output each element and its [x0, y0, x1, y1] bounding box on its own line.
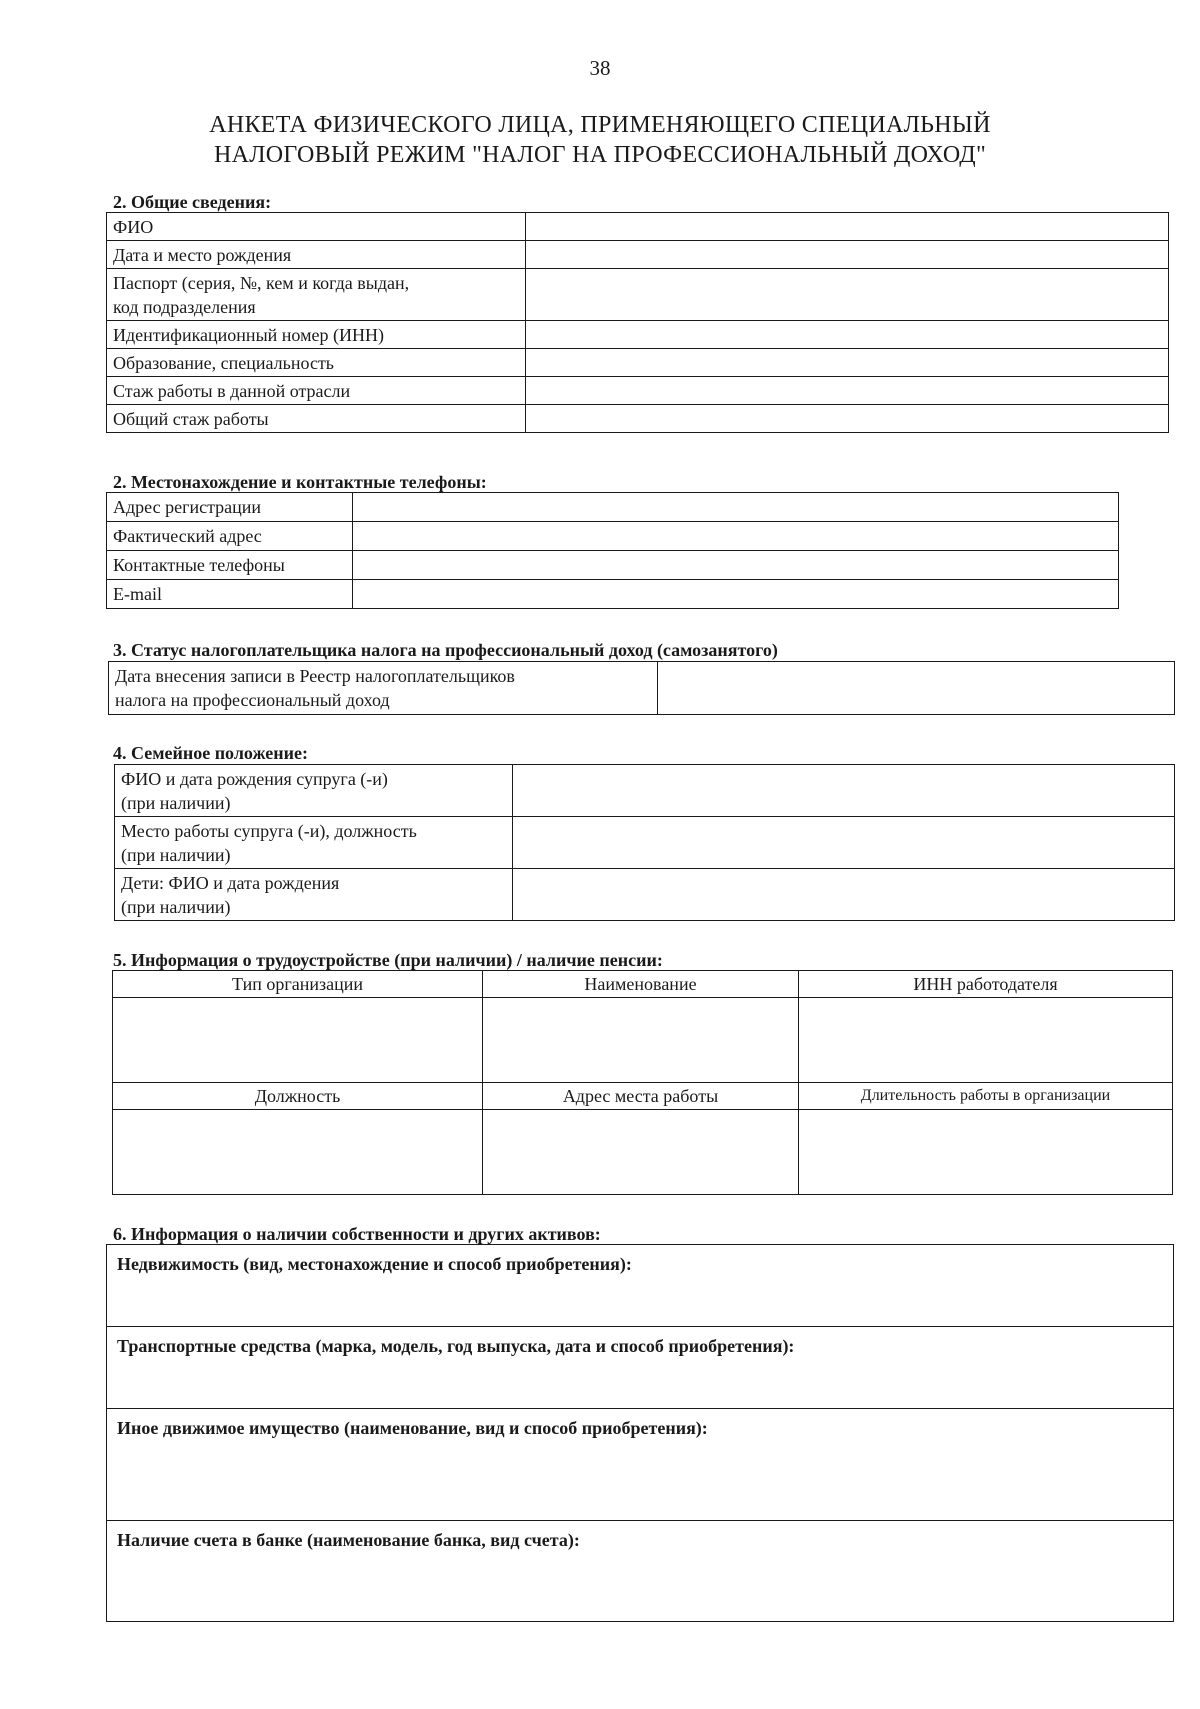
work-address-field[interactable] — [483, 1110, 799, 1195]
table-row — [115, 765, 1175, 817]
email-field[interactable] — [353, 580, 1119, 609]
field-label: ФИО — [107, 213, 526, 241]
field-label: Стаж работы в данной отрасли — [107, 377, 526, 405]
real-estate-field[interactable]: Недвижимость (вид, местонахождение и способ приобретения): — [107, 1245, 1174, 1327]
table-row — [107, 213, 1169, 241]
form-title-line-1: АНКЕТА ФИЗИЧЕСКОГО ЛИЦА, ПРИМЕНЯЮЩЕГО СПЕЦИАЛЬНЫЙ — [209, 112, 991, 138]
field-label — [107, 269, 526, 321]
table-header-row — [113, 971, 1173, 998]
field-label: Контактные телефоны — [107, 551, 353, 580]
bank-accounts-field[interactable]: Наличие счета в банке (наименование банка, вид счета): — [107, 1521, 1174, 1622]
field-label-line-1: Дата внесения записи в Реестр налогоплательщиков — [115, 666, 515, 686]
passport-field[interactable] — [526, 269, 1169, 321]
table-row — [107, 1327, 1174, 1409]
assets-section-heading: 6. Информация о наличии собственности и других активов: — [113, 1224, 601, 1244]
field-label: Дата и место рождения — [107, 241, 526, 269]
column-header: Наименование — [483, 971, 799, 998]
birth-date-place-field[interactable] — [526, 241, 1169, 269]
position-field[interactable] — [113, 1110, 483, 1195]
field-label: E-mail — [107, 580, 353, 609]
field-label: Фактический адрес — [107, 522, 353, 551]
column-header: Адрес места работы — [483, 1083, 799, 1110]
table-row — [115, 817, 1175, 869]
table-row — [109, 662, 1175, 715]
table-row — [107, 551, 1119, 580]
table-row — [107, 241, 1169, 269]
column-header: ИНН работодателя — [799, 971, 1173, 998]
field-label-line-2: налога на профессиональный доход — [115, 690, 390, 710]
table-row — [107, 321, 1169, 349]
location-section-heading: 2. Местонахождение и контактные телефоны: — [113, 472, 487, 492]
vehicles-field[interactable]: Транспортные средства (марка, модель, год выпуска, дата и способ приобретения): — [107, 1327, 1174, 1409]
spouse-work-field[interactable] — [513, 817, 1175, 869]
page-number: 38 — [589, 56, 611, 80]
table-header-row — [113, 1083, 1173, 1110]
column-header: Длительность работы в организации — [799, 1083, 1173, 1110]
total-experience-field[interactable] — [526, 405, 1169, 433]
status-section-heading: 3. Статус налогоплательщика налога на профессиональный доход (самозанятого) — [113, 640, 778, 660]
field-label-line-1: Паспорт (серия, №, кем и когда выдан, — [113, 272, 410, 293]
registration-address-field[interactable] — [353, 493, 1119, 522]
phones-field[interactable] — [353, 551, 1119, 580]
field-label: Образование, специальность — [107, 349, 526, 377]
education-field[interactable] — [526, 349, 1169, 377]
column-header: Должность — [113, 1083, 483, 1110]
field-label-line-2: код подразделения — [113, 296, 256, 317]
employer-inn-field[interactable] — [799, 998, 1173, 1083]
assets-table — [106, 1244, 1174, 1622]
table-row — [107, 1245, 1174, 1327]
general-info-table — [106, 212, 1169, 433]
registry-date-field[interactable] — [658, 662, 1175, 715]
field-label — [109, 662, 658, 715]
table-row — [107, 522, 1119, 551]
actual-address-field[interactable] — [353, 522, 1119, 551]
table-row — [113, 1110, 1173, 1195]
industry-experience-field[interactable] — [526, 377, 1169, 405]
inn-field[interactable] — [526, 321, 1169, 349]
general-section-heading: 2. Общие сведения: — [113, 192, 272, 212]
fio-field[interactable] — [526, 213, 1169, 241]
table-row — [107, 405, 1169, 433]
org-name-field[interactable] — [483, 998, 799, 1083]
children-field[interactable] — [513, 869, 1175, 921]
table-row — [107, 580, 1119, 609]
field-label-line-1: ФИО и дата рождения супруга (-и) — [121, 768, 388, 789]
table-row — [107, 269, 1169, 321]
field-label — [115, 869, 513, 921]
table-row — [115, 869, 1175, 921]
field-label — [115, 765, 513, 817]
status-table — [108, 661, 1175, 715]
table-row — [107, 349, 1169, 377]
table-row — [107, 377, 1169, 405]
employment-section-heading: 5. Информация о трудоустройстве (при наличии) / наличие пенсии: — [113, 950, 663, 970]
field-label-line-1: Место работы супруга (-и), должность — [121, 820, 417, 841]
field-label-line-2: (при наличии) — [121, 896, 231, 917]
family-section-heading: 4. Семейное положение: — [113, 743, 309, 763]
location-table — [106, 492, 1119, 609]
table-row — [113, 998, 1173, 1083]
form-title — [130, 110, 1070, 170]
field-label-line-1: Дети: ФИО и дата рождения — [121, 872, 340, 893]
field-label-line-2: (при наличии) — [121, 844, 231, 865]
table-row — [107, 493, 1119, 522]
spouse-info-field[interactable] — [513, 765, 1175, 817]
family-table — [114, 764, 1175, 921]
field-label: Идентификационный номер (ИНН) — [107, 321, 526, 349]
work-duration-field[interactable] — [799, 1110, 1173, 1195]
employment-table — [112, 970, 1173, 1195]
movable-property-field[interactable]: Иное движимое имущество (наименование, вид и способ приобретения): — [107, 1409, 1174, 1521]
field-label — [115, 817, 513, 869]
org-type-field[interactable] — [113, 998, 483, 1083]
table-row — [107, 1409, 1174, 1521]
field-label-line-2: (при наличии) — [121, 792, 231, 813]
form-title-line-2: НАЛОГОВЫЙ РЕЖИМ "НАЛОГ НА ПРОФЕССИОНАЛЬНЫЙ ДОХОД" — [213, 142, 987, 168]
column-header: Тип организации — [113, 971, 483, 998]
field-label: Общий стаж работы — [107, 405, 526, 433]
field-label: Адрес регистрации — [107, 493, 353, 522]
table-row — [107, 1521, 1174, 1622]
